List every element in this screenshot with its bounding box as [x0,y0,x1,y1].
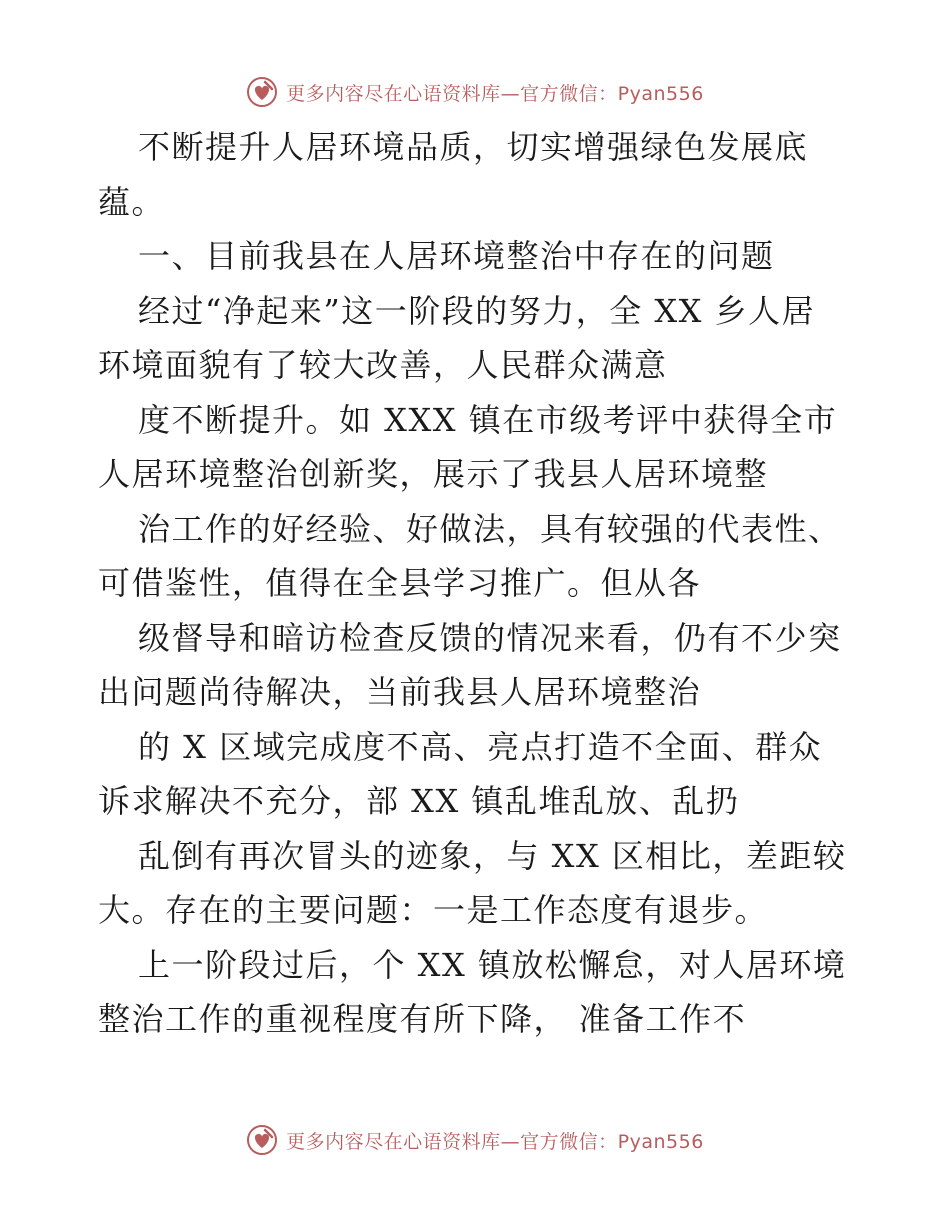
text-line: 蕴。 [98,182,166,221]
text-line: 环境面貌有了较大改善，人民群众满意 [98,346,668,384]
text-line: 级督导和暗访检查反馈的情况来看，仍有不少突 [138,618,842,657]
text-line: 治工作的好经验、好做法，具有较强的代表性、 [138,509,842,548]
text-line: 经过“净起来”这一阶段的努力，全 XX 乡人居 [138,291,816,330]
text-line: 大。存在的主要问题：一是工作态度有退步。 [98,891,769,929]
watermark-text: 更多内容尽在心语资料库—官方微信：Pyan556 [286,1130,704,1153]
heart-pen-icon [246,1124,278,1156]
text-line: 不断提升人居环境品质，切实增强绿色发展底 [138,128,809,166]
text-line: 人居环境整治创新奖，展示了我县人居环境整 [98,455,769,493]
heart-pen-icon [246,76,278,108]
watermark-text: 更多内容尽在心语资料库—官方微信：Pyan556 [286,82,704,105]
footer-watermark [0,1120,950,1160]
text-line: 整治工作的重视程度有所下降， 准备工作不 [98,1000,747,1038]
header-watermark [0,72,950,112]
text-line: 乱倒有再次冒头的迹象，与 XX 区相比，差距较 [138,836,847,875]
text-line: 一、目前我县在人居环境整治中存在的问题 [138,237,775,275]
text-line: 可借鉴性，值得在全县学习推广。但从各 [98,564,702,602]
text-line: 出问题尚待解决，当前我县人居环境整治 [98,673,702,711]
text-line: 的 X 区域完成度不高、亮点打造不全面、群众 [138,727,823,766]
text-line: 度不断提升。如 XXX 镇在市级考评中获得全市 [138,400,838,439]
text-line: 上一阶段过后，个 XX 镇放松懈怠，对人居环境 [138,945,847,984]
document-body [98,120,858,1047]
text-line: 诉求解决不充分，部 XX 镇乱堆乱放、乱扔 [98,782,740,820]
